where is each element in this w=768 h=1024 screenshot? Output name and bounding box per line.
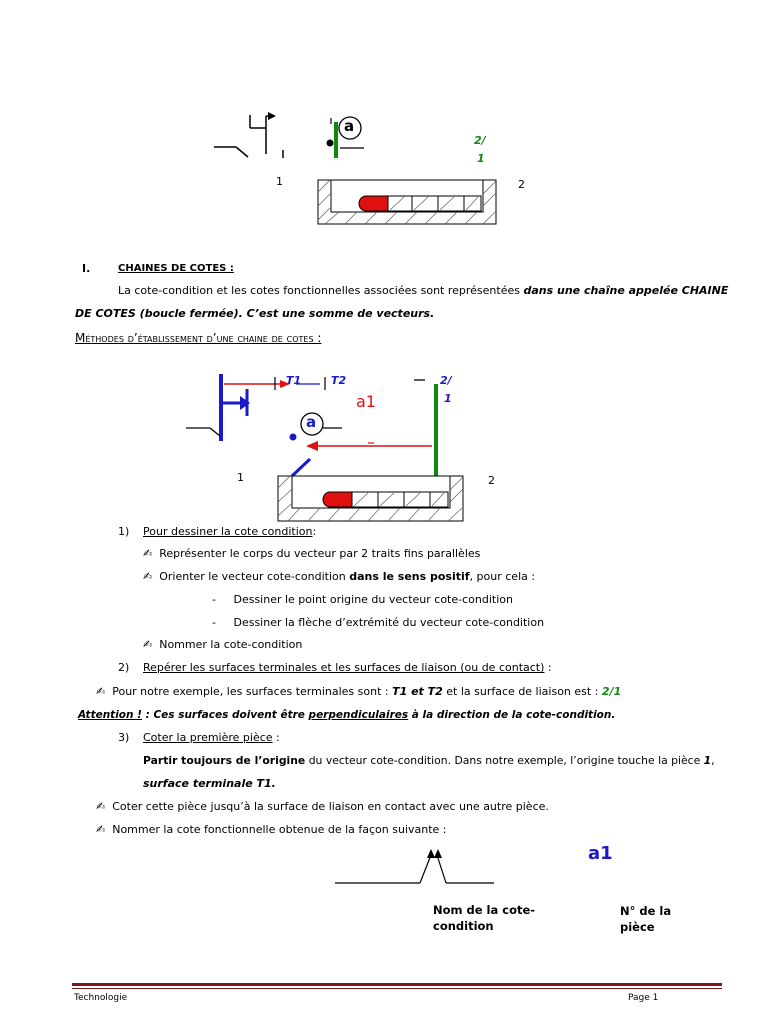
para-bold-1: dans une chaîne appelée CHAINE: [523, 284, 729, 297]
step-2-colon: :: [544, 661, 552, 674]
fig2-label-a: a: [306, 413, 317, 431]
bullet-text: Coter cette pièce jusqu’à la surface de liaison en contact avec une autre pièce.: [112, 800, 549, 813]
fig1-label-a: a: [344, 117, 355, 135]
fig1-contact-label-top: 2/: [474, 134, 486, 147]
writing-hand-icon: ✍: [143, 570, 153, 583]
fig2-T2-label: T2: [331, 374, 347, 387]
dash-text: Dessiner le point origine du vecteur cote-condition: [233, 593, 513, 606]
writing-hand-icon: ✍: [143, 638, 153, 651]
footer-rule-thin: [72, 988, 722, 989]
contact-surface: 2/1: [601, 685, 622, 698]
writing-hand-icon: ✍: [96, 823, 106, 836]
fig2-a1-label: a1: [356, 392, 376, 411]
naming-cote-label-2: condition: [433, 919, 494, 933]
terminal-surfaces: T1 et T2: [392, 685, 443, 698]
step-1-dash-1: - Dessiner le point origine du vecteur cote-condition: [212, 593, 513, 606]
step-3-text: du vecteur cote-condition. Dans notre exemple, l’origine touche la pièce: [305, 754, 704, 767]
bullet-text-bold: dans le sens positif: [349, 570, 470, 583]
writing-hand-icon: ✍: [96, 800, 106, 813]
step-3-piece: 1: [703, 754, 712, 767]
attention-text-2: à la direction de la cote-condition.: [408, 709, 616, 721]
writing-hand-icon: ✍: [96, 685, 106, 698]
footer-left: Technologie: [74, 993, 128, 1003]
bullet-text-pre: Pour notre exemple, les surfaces terminales sont :: [112, 685, 393, 698]
fig1-contact-label-bot: 1: [477, 152, 485, 165]
bullet-text-mid: et la surface de liaison est :: [442, 685, 602, 698]
step-3-line2: surface terminale T1: [143, 777, 272, 790]
writing-hand-icon: ✍: [143, 547, 153, 560]
naming-piece-label-1: N° de la: [620, 904, 672, 918]
fig2-part-1: 1: [237, 471, 244, 484]
fig1-part-2: 2: [518, 178, 525, 191]
bullet-text-pre: Orienter le vecteur cote-condition: [159, 570, 350, 583]
step-3-bold: Partir toujours de l’origine: [143, 754, 306, 767]
methods-title: Méthodes d’établissement d’une chaine de cotes :: [75, 331, 322, 345]
naming-a1: a1: [588, 843, 613, 864]
naming-cote-label-1: Nom de la cote-: [433, 903, 536, 917]
bullet-text-post: , pour cela :: [469, 570, 536, 583]
fig2-contact-label-top: 2/: [440, 374, 452, 387]
footer-page-number: Page 1: [628, 993, 659, 1003]
attention-label: Attention !: [78, 709, 142, 721]
fig2-part-2: 2: [488, 474, 495, 487]
step-2-title: Repérer les surfaces terminales et les surfaces de liaison (ou de contact): [143, 661, 545, 674]
step-3-paragraph-line1: Partir toujours de l’origine du vecteur cote-condition. Dans notre exemple, l’origine touche la pièce 1,: [143, 754, 715, 767]
section-title: CHAINES DE COTES :: [118, 263, 234, 274]
section-number: I.: [82, 262, 91, 275]
para-normal: La cote-condition et les cotes fonctionnelles associées sont représentées: [118, 284, 524, 297]
section-paragraph-line2: DE COTES (boucle fermée). C’est une somme de vecteurs.: [75, 307, 435, 320]
fig2-contact-label-bot: 1: [444, 392, 452, 405]
step-3-paragraph-line2: surface terminale T1.: [143, 777, 276, 790]
attention-text-1: : Ces surfaces doivent être: [141, 709, 309, 721]
step-1-colon: :: [312, 525, 317, 538]
footer-rule-thick: [72, 983, 722, 986]
step-2-number: 2): [118, 661, 130, 674]
dash-text: Dessiner la flèche d’extrémité du vecteur cote-condition: [233, 616, 545, 629]
fig1-part-1: 1: [276, 175, 283, 188]
step-3-colon: :: [272, 731, 280, 744]
naming-piece-label-2: pièce: [620, 920, 655, 934]
step-3-number: 3): [118, 731, 130, 744]
step-1-number: 1): [118, 525, 130, 538]
attention-underlined: perpendiculaires: [308, 709, 409, 721]
fig2-T1-label: T1: [286, 374, 302, 387]
bullet-text: Nommer la cote fonctionnelle obtenue de la façon suivante :: [112, 823, 447, 836]
step-1-dash-2: - Dessiner la flèche d’extrémité du vecteur cote-condition: [212, 616, 545, 629]
step-1-title: Pour dessiner la cote condition: [143, 525, 313, 538]
bullet-text: Nommer la cote-condition: [159, 638, 303, 651]
bullet-text: Représenter le corps du vecteur par 2 traits fins parallèles: [159, 547, 481, 560]
step-3-title: Coter la première pièce: [143, 731, 273, 744]
